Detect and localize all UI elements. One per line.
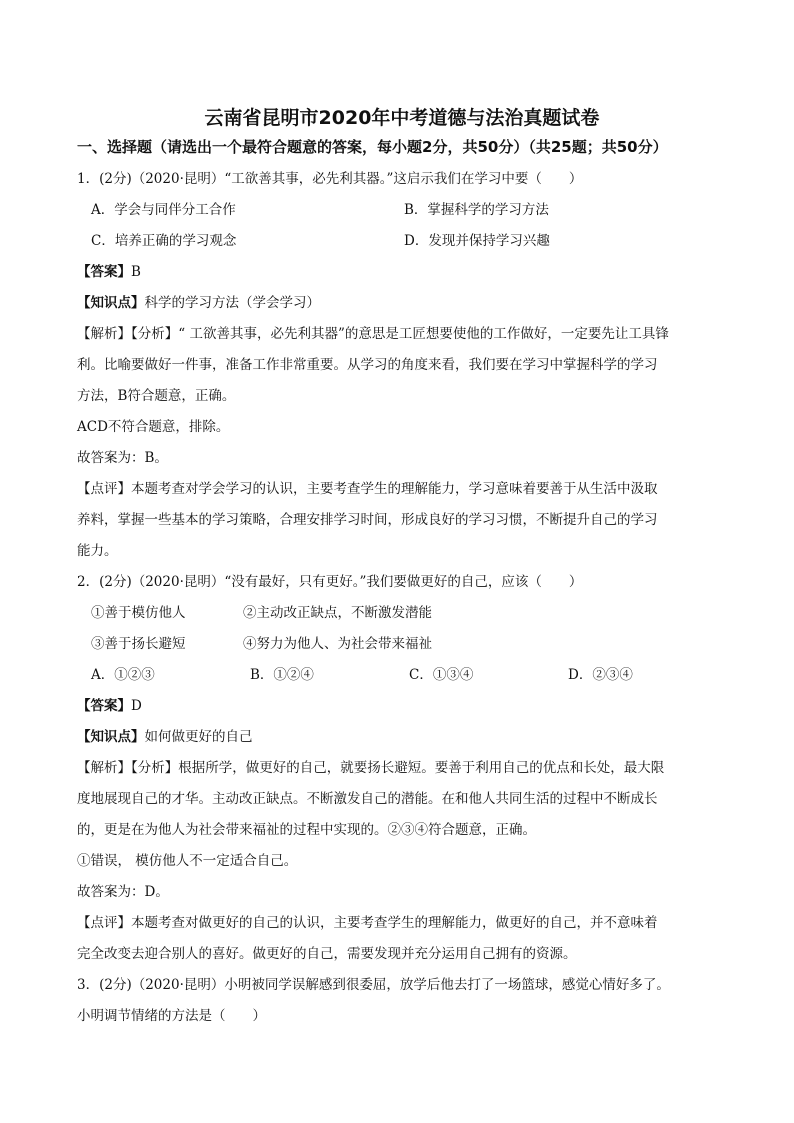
- question-1-options-row-1: [77, 195, 727, 226]
- q1-option-d: D．发现并保持学习兴趣: [404, 233, 550, 249]
- q2-statement-3: ③善于扬长避短: [91, 636, 186, 652]
- q1-answer-label: 【答案】: [77, 264, 131, 280]
- q1-analysis-line: 方法，B符合题意，正确。: [77, 388, 236, 404]
- q1-analysis-line: 【解析】【分析】“ 工欲善其事，必先利其器”的意思是工匠想要使他的工作做好，一定要先让工具锋: [77, 326, 669, 342]
- q2-option-a: A．①②③: [91, 667, 155, 683]
- q2-knowledge-value: 如何做更好的自己: [144, 729, 253, 745]
- q1-knowledge: [77, 288, 727, 319]
- question-1: [77, 164, 727, 567]
- q2-analysis: [77, 753, 727, 908]
- exam-page: [77, 106, 727, 1032]
- q2-analysis-line: 的，更是在为他人为社会带来福祉的过程中实现的。②③④符合题意，正确。: [77, 822, 536, 838]
- q1-comment: [77, 474, 727, 567]
- q1-comment-line: 【点评】本题考查对学会学习的认识，主要考查学生的理解能力，学习意味着要善于从生活中汲取: [77, 481, 658, 497]
- q1-option-a: A．学会与同伴分工合作: [91, 202, 236, 218]
- question-2: [77, 567, 727, 970]
- question-2-stem: 2．(2分)（2020·昆明）“没有最好，只有更好。”我们要做更好的自己，应该（ ）: [77, 574, 583, 590]
- question-2-options: [77, 660, 727, 691]
- question-3: [77, 970, 727, 1032]
- q2-analysis-line: 度地展现自己的才华。主动改正缺点。不断激发自己的潜能。在和他人共同生活的过程中不断成长: [77, 791, 658, 807]
- q2-statement-2: ②主动改正缺点，不断激发潜能: [243, 605, 432, 621]
- q2-statements: [77, 598, 727, 660]
- q1-analysis-line: 利。比喻要做好一件事，准备工作非常重要。从学习的角度来看，我们要在学习中掌握科学的学习: [77, 357, 658, 373]
- q2-option-b: B．①②④: [250, 667, 314, 683]
- q1-comment-line: 养料，掌握一些基本的学习策略，合理安排学习时间，形成良好的学习习惯，不断提升自己的学习: [77, 512, 658, 528]
- q2-statement-4: ④努力为他人、为社会带来福祉: [243, 636, 432, 652]
- question-1-options-row-2: [77, 226, 727, 257]
- q1-answer-value: B: [131, 264, 141, 280]
- q2-answer-label: 【答案】: [77, 698, 131, 714]
- q2-comment-line: 【点评】本题考查对做更好的自己的认识，主要考查学生的理解能力，做更好的自己，并不意味着: [77, 915, 658, 931]
- q2-statement-row: [91, 598, 727, 629]
- q1-analysis-line: ACD不符合题意，排除。: [77, 419, 230, 435]
- q1-analysis: [77, 319, 727, 474]
- q2-statement-row: [91, 629, 727, 660]
- q2-option-d: D．②③④: [568, 667, 633, 683]
- q1-analysis-line: 故答案为：B。: [77, 450, 168, 466]
- q2-analysis-line: 【解析】【分析】根据所学，做更好的自己，就要扬长避短。要善于利用自己的优点和长处，最大限: [77, 760, 665, 776]
- q1-knowledge-value: 科学的学习方法（学会学习）: [144, 295, 320, 311]
- q1-answer: [77, 257, 727, 288]
- q2-analysis-line: 故答案为：D。: [77, 884, 169, 900]
- section-header: 一、选择题（请选出一个最符合题意的答案，每小题2分，共50分）（共25题；共50分）: [77, 138, 668, 156]
- question-3-stem-line: 3．(2分)（2020·昆明）小明被同学误解感到很委屈，放学后他去打了一场篮球，感觉心情好多了。: [77, 977, 670, 993]
- q1-knowledge-label: 【知识点】: [77, 295, 145, 311]
- q2-answer: [77, 691, 727, 722]
- question-1-stem: 1．(2分)（2020·昆明）“工欲善其事，必先利其器。”这启示我们在学习中要（ ）: [77, 171, 583, 187]
- question-3-stem-line: 小明调节情绪的方法是（ ）: [77, 1008, 266, 1024]
- exam-title: 云南省昆明市2020年中考道德与法治真题试卷: [204, 107, 600, 129]
- q2-statement-1: ①善于模仿他人: [91, 605, 186, 621]
- q2-knowledge: [77, 722, 727, 753]
- q2-analysis-line: ①错误， 模仿他人不一定适合自己。: [77, 853, 298, 869]
- q2-knowledge-label: 【知识点】: [77, 729, 145, 745]
- q2-comment: [77, 908, 727, 970]
- q2-answer-value: D: [131, 698, 142, 714]
- q1-option-c: C．培养正确的学习观念: [91, 233, 237, 249]
- q2-comment-line: 完全改变去迎合别人的喜好。做更好的自己，需要发现并充分运用自己拥有的资源。: [77, 946, 577, 962]
- q2-option-c: C．①③④: [409, 667, 474, 683]
- q1-comment-line: 能力。: [77, 543, 118, 559]
- q1-option-b: B．掌握科学的学习方法: [404, 202, 549, 218]
